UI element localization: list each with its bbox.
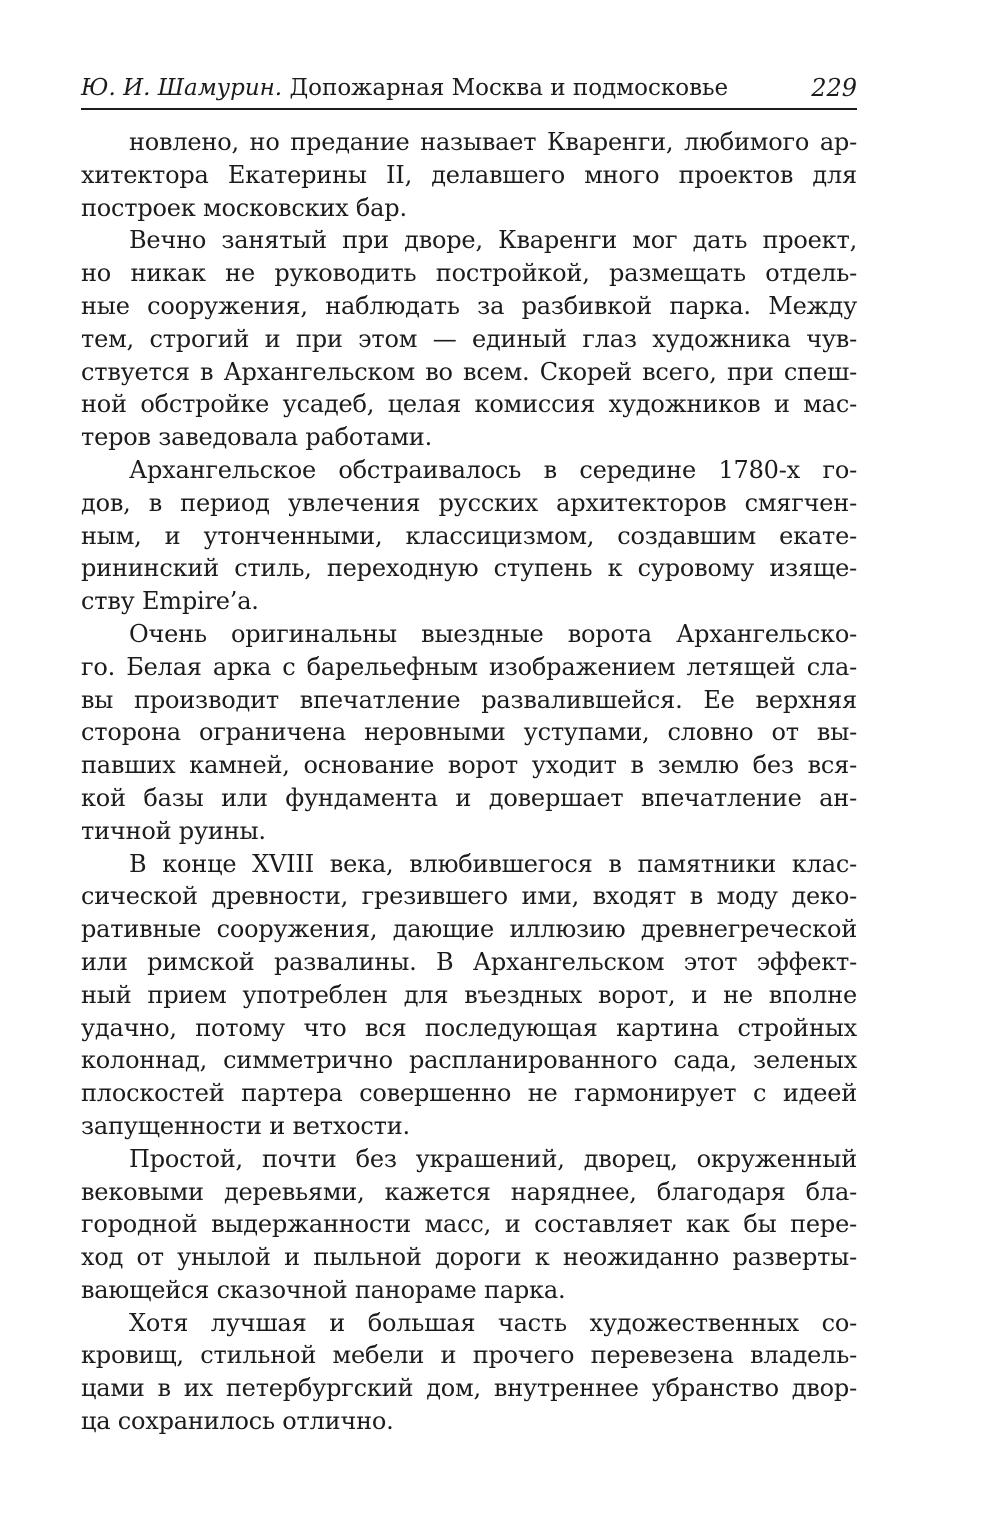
text-line: кровищ, стильной мебели и прочего перевезена владель- [81,1341,857,1370]
text-line: дов, в период увлечения русских архитекторов смягчен- [81,488,857,517]
text-line: кой базы или фундамента и довершает впечатление ан- [81,783,857,812]
header-author: Ю. И. Шамурин. [81,75,283,101]
text-line: ной обстройке усадеб, целая комиссия художников и мас- [81,390,857,419]
text-line: Очень оригинальны выездные ворота Архангельско- [129,619,857,648]
paragraph [81,1307,857,1438]
text-line: ный прием употреблен для въездных ворот, и не вполне [81,980,857,1009]
text-line: вы производит впечатление развалившейся. Ее верхняя [81,685,857,714]
text-line: но никак не руководить постройкой, размещать отдель- [81,259,857,288]
text-line: цами в их петербургский дом, внутреннее убранство двор- [81,1374,857,1403]
text-line: хитектора Екатерины II, делавшего много проектов для [81,160,857,189]
text-line: ствуется в Архангельском во всем. Скорей всего, при спеш- [81,357,857,386]
text-line: городной выдержанности масс, и составляет как бы пере- [81,1210,857,1239]
paragraph [81,224,857,454]
text-line: павших камней, основание ворот уходит в землю без вся- [81,751,857,780]
header-book-title: Допожарная Москва и подмосковье [289,75,729,101]
page-number: 229 [811,74,857,102]
paragraph [81,1143,857,1307]
text-line: ца сохранилось отлично. [81,1407,394,1436]
text-line: ход от унылой и пыльной дороги к неожиданно разверты- [81,1243,857,1272]
paragraph [81,454,857,618]
text-line: тем, строгий и при этом — единый глаз художника чув- [81,324,857,353]
text-line: ные сооружения, наблюдать за разбивкой парка. Между [81,291,857,320]
text-line: сической древности, грезившего ими, входят в моду деко- [81,882,857,911]
book-page [81,68,857,1438]
running-header [81,68,857,110]
text-line: теров заведовала работами. [81,423,433,452]
text-line: сторона ограничена неровными уступами, словно от вы- [81,718,857,747]
text-line: Вечно занятый при дворе, Кваренги мог дать проект, [129,226,857,255]
body-text [81,126,857,1438]
text-line: запущенности и ветхости. [81,1111,410,1140]
text-line: вающейся сказочной панораме парка. [81,1275,566,1304]
text-line: тичной руины. [81,816,266,845]
text-line: ству Empire’a. [81,587,259,616]
text-line: Простой, почти без украшений, дворец, окруженный [129,1144,857,1173]
text-line: Архангельское обстраивалось в середине 1780-х го- [129,455,857,484]
text-line: ративные сооружения, дающие иллюзию древнегреческой [81,915,857,944]
text-line: новлено, но предание называет Кваренги, любимого ар- [129,128,857,156]
text-line: ным, и утонченными, классицизмом, создавшим екате- [81,521,857,550]
text-line: рининский стиль, переходную ступень к суровому изяще- [81,554,857,583]
text-line: вековыми деревьями, кажется наряднее, благодаря бла- [81,1177,857,1206]
text-line: Хотя лучшая и большая часть художественных со- [129,1308,857,1337]
text-line: или римской развалины. В Архангельском этот эффект- [81,947,857,976]
text-line: го. Белая арка с барельефным изображением летящей сла- [81,652,857,681]
text-line: построек московских бар. [81,193,407,222]
text-line: В конце XVIII века, влюбившегося в памятники клас- [129,849,857,878]
text-line: колоннад, симметрично распланированного сада, зеленых [81,1046,857,1075]
paragraph [81,126,857,224]
paragraph [81,848,857,1143]
text-line: плоскостей партера совершенно не гармонирует с идеей [81,1079,857,1108]
paragraph [81,618,857,848]
text-line: удачно, потому что вся последующая картина стройных [81,1013,857,1042]
